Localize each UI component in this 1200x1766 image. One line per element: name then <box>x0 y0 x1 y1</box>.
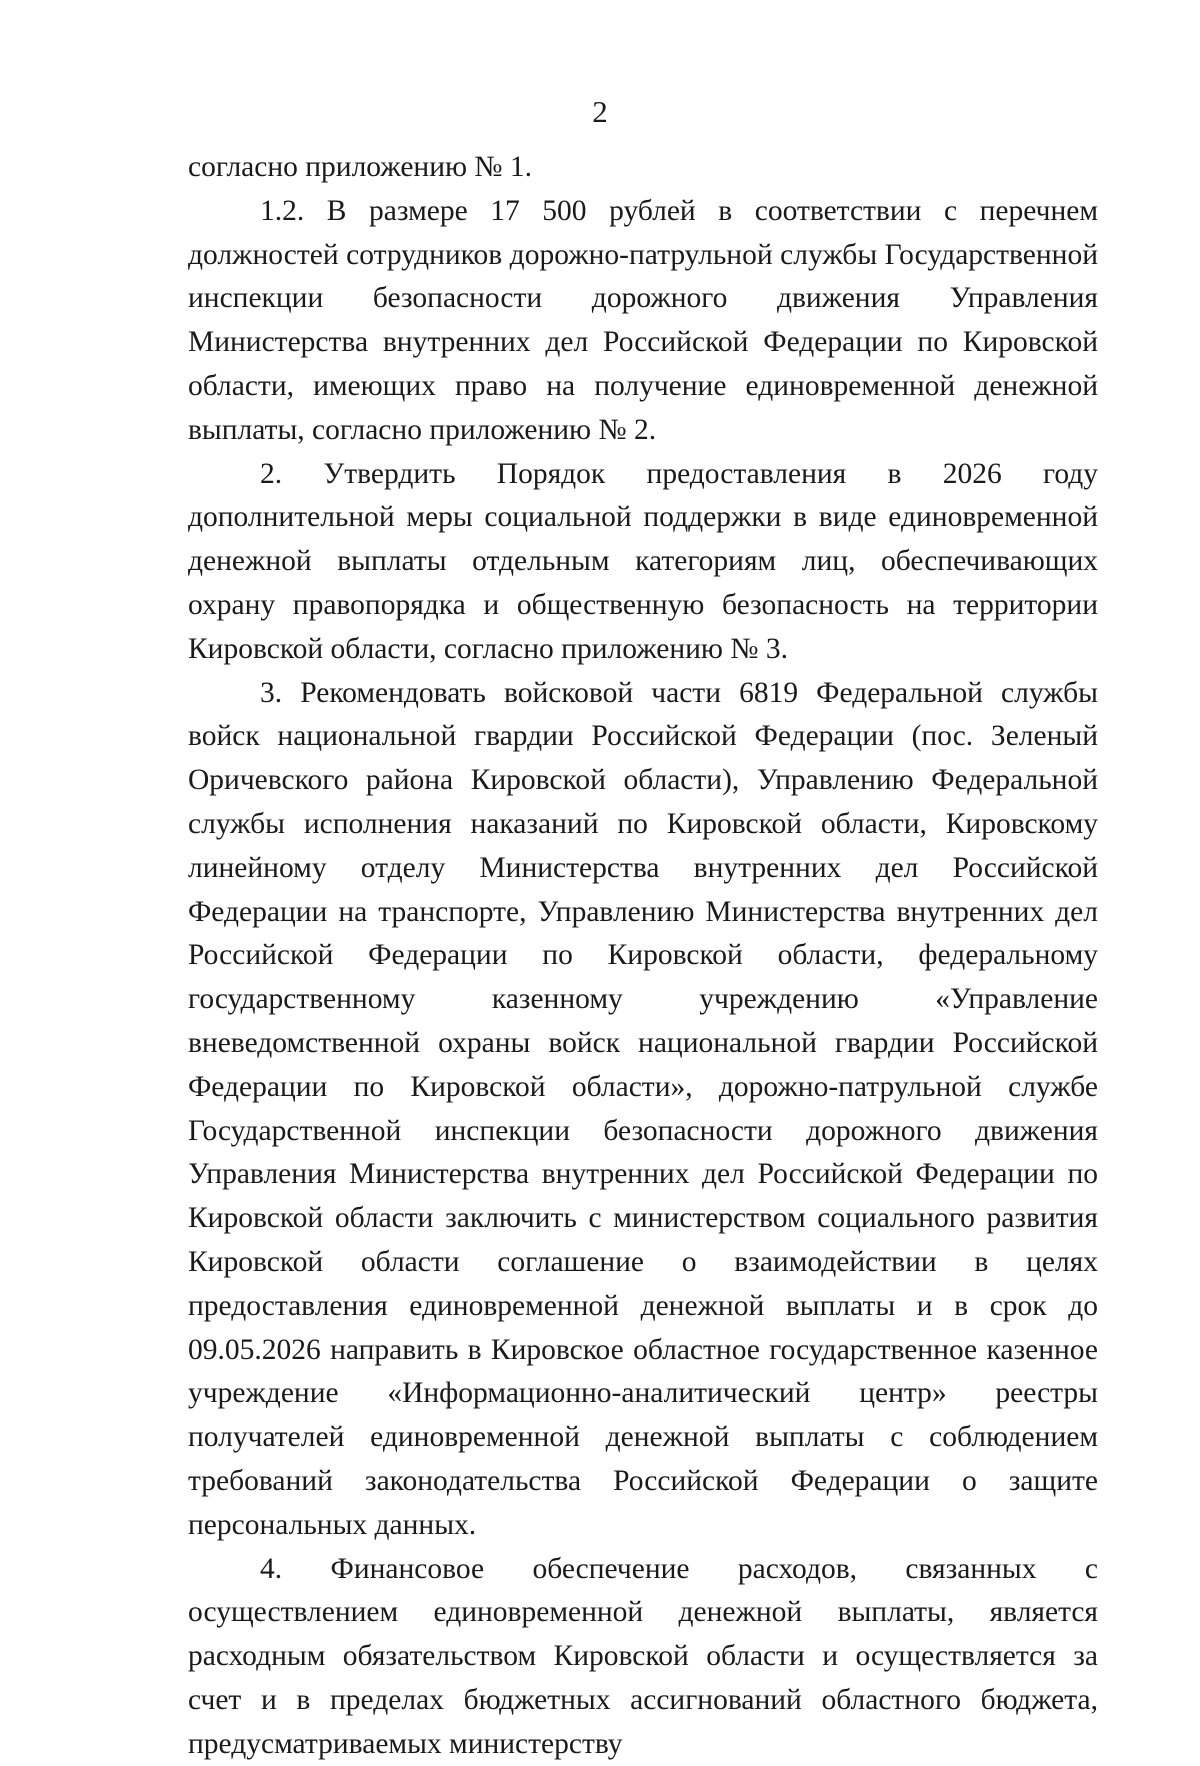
paragraph-4: 4. Финансовое обеспечение расходов, связанных с осуществлением единовременной денежной выплаты, является расходным обязательством Кировской области и осуществляется за счет и в пределах бюджетных ассигнований областного бюджета, предусматриваемых министерству <box>188 1548 1098 1766</box>
paragraph-continuation: согласно приложению № 1. <box>188 146 1098 190</box>
paragraph-1-2: 1.2. В размере 17 500 рублей в соответствии с перечнем должностей сотрудников дорожно-патрульной службы Государственной инспекции безопасности дорожного движения Управления Министерства внутренних дел Российской Федерации по Кировской области, имеющих право на получение единовременной денежной выплаты, согласно приложению № 2. <box>188 190 1098 453</box>
document-body <box>188 146 1098 1766</box>
paragraph-3: 3. Рекомендовать войсковой части 6819 Федеральной службы войск национальной гвардии Российской Федерации (пос. Зеленый Оричевского района Кировской области), Управлению Федеральной службы исполнения наказаний по Кировской области, Кировскому линейному отделу Министерства внутренних дел Российской Федерации на транспорте, Управлению Министерства внутренних дел Российской Федерации по Кировской области, федеральному государственному казенному учреждению «Управление вневедомственной охраны войск национальной гвардии Российской Федерации по Кировской области», дорожно-патрульной службе Государственной инспекции безопасности дорожного движения Управления Министерства внутренних дел Российской Федерации по Кировской области заключить с министерством социального развития Кировской области соглашение о взаимодействии в целях предоставления единовременной денежной выплаты и в срок до 09.05.2026 направить в Кировское областное государственное казенное учреждение «Информационно-аналитический центр» реестры получателей единовременной денежной выплаты с соблюдением требований законодательства Российской Федерации о защите персональных данных. <box>188 672 1098 1548</box>
paragraph-2: 2. Утвердить Порядок предоставления в 2026 году дополнительной меры социальной поддержки в виде единовременной денежной выплаты отдельным категориям лиц, обеспечивающих охрану правопорядка и общественную безопасность на территории Кировской области, согласно приложению № 3. <box>188 453 1098 672</box>
page-number: 2 <box>0 92 1200 132</box>
